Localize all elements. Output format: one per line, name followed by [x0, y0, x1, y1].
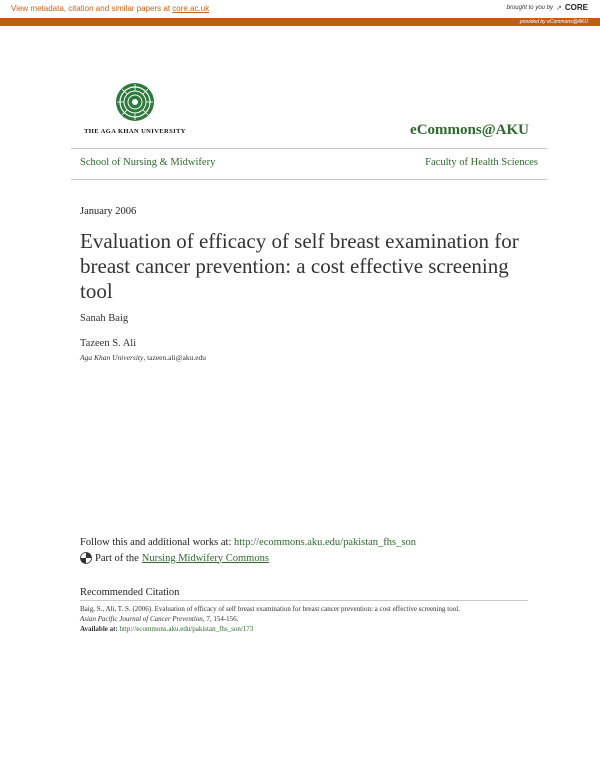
- header-divider-bottom: [71, 179, 547, 180]
- author-2-affiliation: Aga Khan University, tazeen.ali@aku.edu: [80, 353, 207, 362]
- school-link[interactable]: School of Nursing & Midwifery: [80, 157, 216, 168]
- citation-text: Baig, S., Ali, T. S. (2006). Evaluation of efficacy of self breast examination for breast cancer prevention: a cost effective screening tool.: [80, 605, 460, 613]
- follow-works: [80, 537, 416, 548]
- brought-by[interactable]: [507, 3, 588, 12]
- citation-body: [80, 604, 540, 634]
- faculty-link[interactable]: Faculty of Health Sciences: [425, 157, 538, 168]
- author-email[interactable]: tazeen.ali@aku.edu: [147, 353, 207, 362]
- affiliation-name: Aga Khan University: [80, 353, 144, 362]
- header-divider-top: [71, 148, 547, 149]
- core-url: core.ac.uk: [172, 4, 210, 13]
- citation-divider: [80, 600, 528, 601]
- follow-prefix: Follow this and additional works at:: [80, 537, 234, 548]
- core-banner: [0, 0, 600, 18]
- brought-label: brought to you by: [506, 4, 553, 11]
- journal-name: Asian Pacific Journal of Cancer Prevention: [80, 615, 203, 623]
- author-1: Sanah Baig: [80, 313, 129, 324]
- core-link-prefix: View metadata, citation and similar papers at: [11, 4, 173, 13]
- core-metadata-link[interactable]: [11, 4, 209, 13]
- author-2: Tazeen S. Ali: [80, 338, 137, 349]
- provided-by-label: provided by eCommons@AKU: [519, 19, 588, 25]
- citation-url[interactable]: http://ecommons.aku.edu/pakistan_fhs_son/173: [119, 625, 254, 633]
- university-name: THE AGA KHAN UNIVERSITY: [84, 128, 186, 135]
- part-of-commons: [80, 552, 269, 564]
- commons-link[interactable]: Nursing Midwifery Commons: [141, 552, 269, 564]
- core-logo: CORE: [564, 3, 588, 12]
- aku-seal-icon: [115, 82, 155, 122]
- article-title: Evaluation of efficacy of self breast examination for breast cancer prevention: a cost effective screening tool: [80, 229, 519, 303]
- available-label: Available at:: [80, 625, 118, 633]
- repository-name[interactable]: eCommons@AKU: [410, 122, 529, 138]
- recommended-citation-heading: Recommended Citation: [80, 587, 180, 598]
- provided-by-bar[interactable]: [0, 18, 600, 26]
- network-icon: [80, 552, 92, 564]
- part-of-prefix: Part of the: [95, 552, 139, 564]
- collection-link[interactable]: http://ecommons.aku.edu/pakistan_fhs_son: [234, 537, 416, 548]
- university-logo: [81, 82, 189, 135]
- volume-pages: , 7, 154-156.: [202, 615, 239, 623]
- core-logo-icon: ↗: [556, 4, 562, 12]
- publication-date: January 2006: [80, 206, 137, 217]
